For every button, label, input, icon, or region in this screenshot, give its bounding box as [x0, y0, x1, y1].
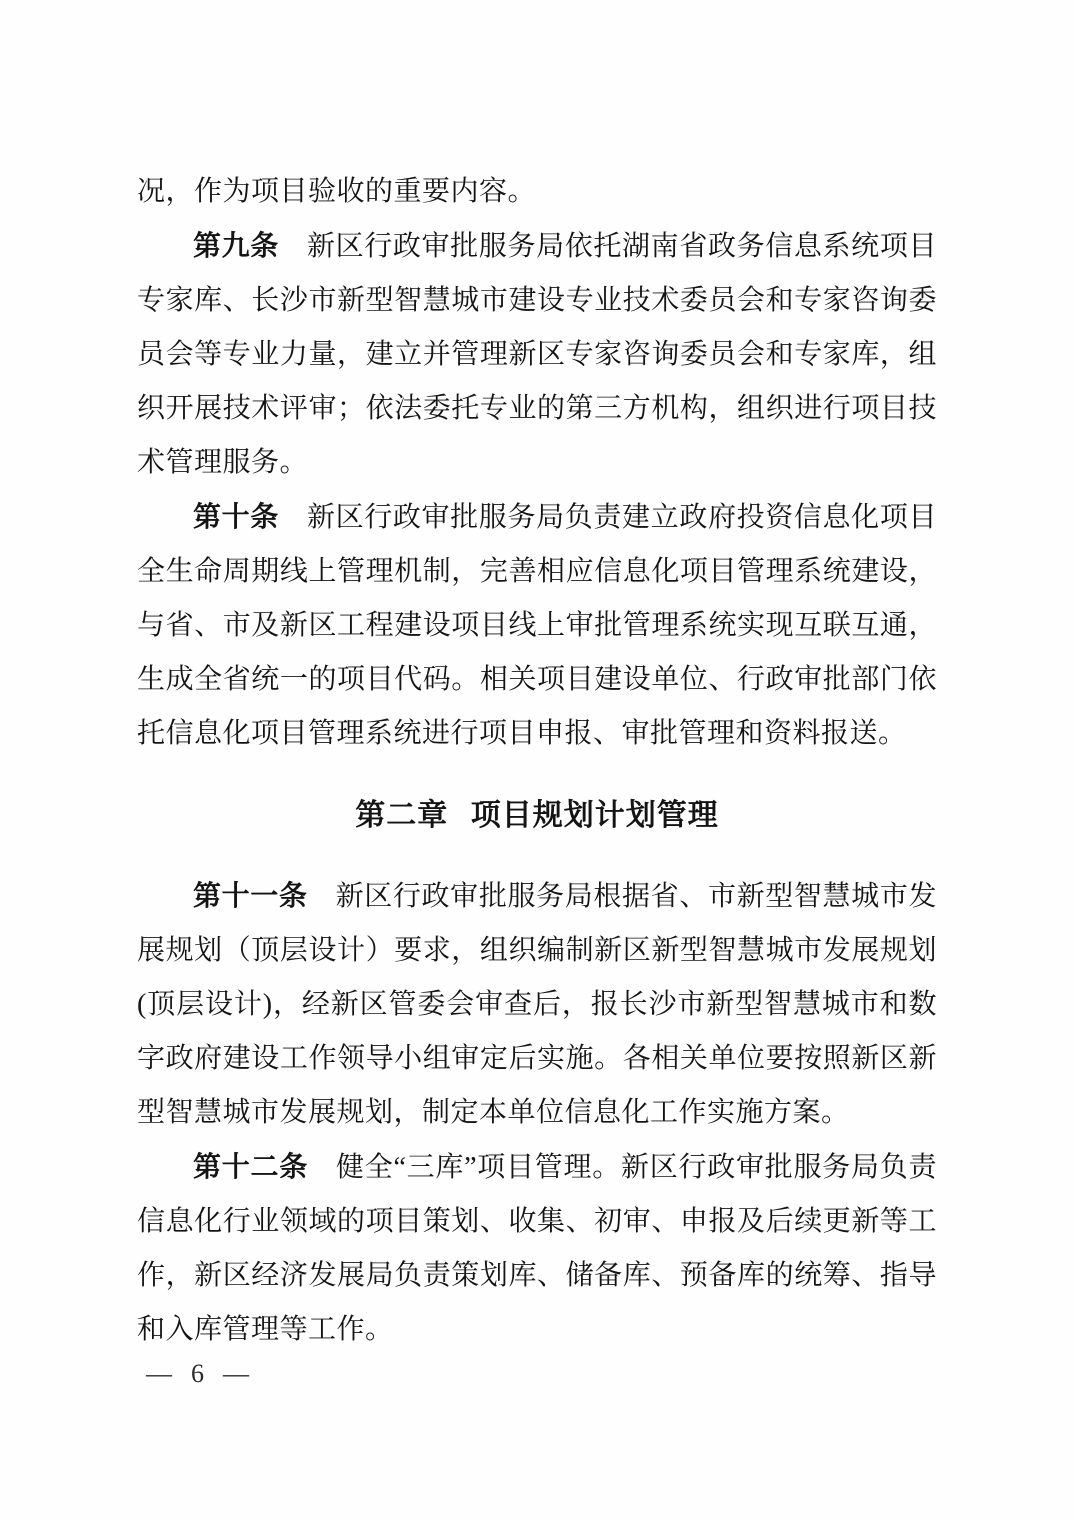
article-10-text: 新区行政审批服务局负责建立政府投资信息化项目全生命周期线上管理机制，完善相应信息化项目管理系统建设，与省、市及新区工程建设项目线上审批管理系统实现互联互通，生成全省统一的项目代码。相关项目建设单位、行政审批部门依托信息化项目管理系统进行项目申报、审批管理和资料报送。: [137, 502, 937, 749]
page-number: [146, 1357, 249, 1391]
article-10-paragraph: [137, 490, 937, 761]
paragraph-continuation: [137, 165, 937, 219]
page-number-left-dash: —: [146, 1359, 172, 1388]
article-9-label: 第九条: [193, 230, 279, 261]
article-12-paragraph: [137, 1140, 937, 1357]
chapter-heading-title: 项目规划计划管理: [470, 799, 719, 832]
article-9-text: 新区行政审批服务局依托湖南省政务信息系统项目专家库、长沙市新型智慧城市建设专业技术委员会和专家咨询委员会等专业力量，建立并管理新区专家咨询委员会和专家库，组织开展技术评审；依法委托专业的第三方机构，组织进行项目技术管理服务。: [137, 231, 937, 478]
page-number-right-dash: —: [223, 1359, 249, 1388]
document-body: [137, 165, 937, 1357]
article-11-label: 第十一条: [193, 880, 308, 911]
chapter-heading: [137, 789, 937, 843]
article-12-text: 健全“三库”项目管理。新区行政审批服务局负责信息化行业领域的项目策划、收集、初审、申报及后续更新等工作，新区经济发展局负责策划库、储备库、预备库的统筹、指导和入库管理等工作。: [137, 1152, 937, 1345]
article-11-text: 新区行政审批服务局根据省、市新型智慧城市发展规划（顶层设计）要求，组织编制新区新型智慧城市发展规划(顶层设计)，经新区管委会审查后，报长沙市新型智慧城市和数字政府建设工作领导小组审定后实施。各相关单位要按照新区新型智慧城市发展规划，制定本单位信息化工作实施方案。: [137, 881, 937, 1128]
page-number-value: 6: [191, 1359, 204, 1388]
chapter-heading-label: 第二章: [355, 799, 449, 832]
paragraph-continuation-text: 况，作为项目验收的重要内容。: [137, 176, 537, 207]
article-10-label: 第十条: [193, 501, 279, 532]
article-11-paragraph: [137, 869, 937, 1140]
article-9-paragraph: [137, 219, 937, 490]
article-12-label: 第十二条: [193, 1151, 308, 1182]
